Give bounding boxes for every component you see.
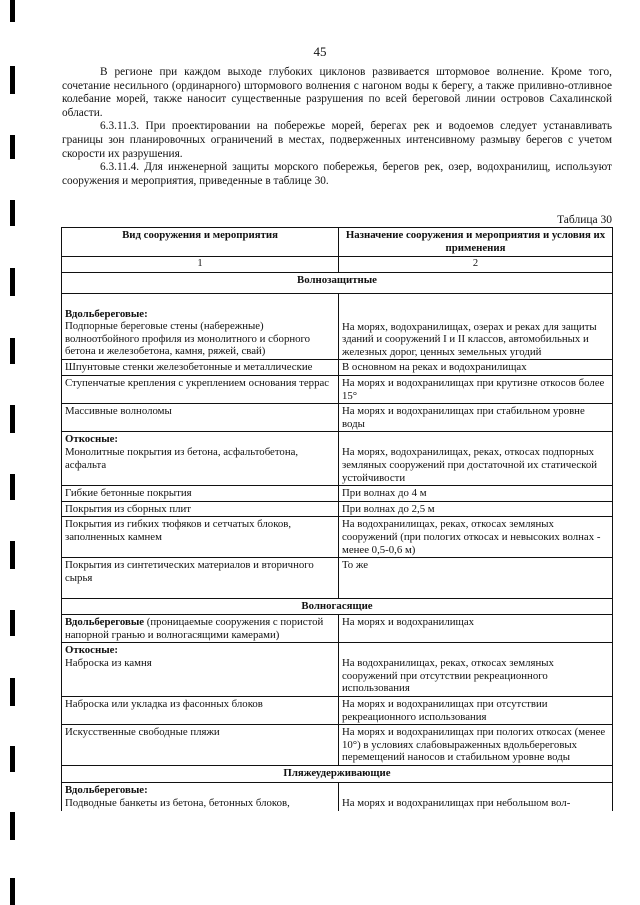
binding-mark (10, 0, 15, 22)
cell-purpose: При волнах до 2,5 м (339, 501, 613, 517)
cell-text: На морях, водохранилищах, реках, откосах подпорных земляных сооружений при достаточной их статической устойчивости (342, 446, 598, 484)
cell-purpose: На морях и водохранилищах при крутизне откосов более 15° (339, 375, 613, 403)
cell-text: На морях и водохранилищах при небольшом вол- (342, 797, 571, 810)
group-label: Откосные: (65, 433, 119, 446)
cell-structure: Гибкие бетонные покрытия (62, 486, 339, 502)
cell-purpose: На морях и водохранилищах при отсутствии рекреационного использования (339, 697, 613, 725)
body-text (62, 66, 612, 188)
cell-structure: Ступенчатые крепления с укреплением основания террас (62, 375, 339, 403)
cell-text: На водохранилищах, реках, откосах земляных сооружений при отсутствии рекреационного использования (342, 657, 554, 695)
cell-structure: Шпунтовые стенки железобетонные и металлические (62, 360, 339, 376)
cell-structure (62, 615, 339, 643)
table-row (62, 517, 613, 558)
cell-text: Подводные банкеты из бетона, бетонных блоков, (65, 796, 290, 809)
page-number: 45 (313, 44, 327, 59)
cell-structure: Покрытия из синтетических материалов и вторичного сырья (62, 558, 339, 599)
cell-purpose: На морях и водохранилищах при стабильном уровне воды (339, 404, 613, 432)
group-label: Откосные: (65, 644, 119, 657)
column-number: 1 (62, 257, 339, 273)
binding-mark (10, 66, 15, 94)
cell-purpose: При волнах до 4 м (339, 486, 613, 502)
section-row (62, 766, 613, 783)
table-row (62, 360, 613, 376)
group-label: Вдольбереговые: (65, 784, 148, 797)
cell-structure: Покрытия из гибких тюфяков и сетчатых блоков, заполненных камнем (62, 517, 339, 558)
table-row (62, 293, 613, 360)
table-row (62, 783, 613, 811)
binding-mark (10, 200, 15, 226)
binding-mark (10, 878, 15, 905)
column-header: Вид сооружения и мероприятия (62, 228, 339, 257)
cell-purpose (339, 783, 613, 811)
cell-structure (62, 293, 339, 360)
binding-mark (10, 746, 15, 772)
binding-mark (10, 405, 15, 433)
table-row (62, 558, 613, 599)
column-header: Назначение сооружения и мероприятия и условия их применения (339, 228, 613, 257)
table-row (62, 486, 613, 502)
binding-mark (10, 338, 15, 364)
paragraph: 6.3.11.3. При проектировании на побережье морей, берегах рек и водоемов следует устанавливать границы зон планировочных ограничений в местах, подверженных интенсивному размыву берегов с учетом скорости их разрушения. (62, 120, 612, 160)
cell-structure (62, 783, 339, 811)
cell-purpose: На морях и водохранилищах (339, 615, 613, 643)
section-title: Пляжеудерживающие (62, 766, 613, 783)
cell-structure (62, 643, 339, 697)
cell-structure: Покрытия из сборных плит (62, 501, 339, 517)
cell-structure: Массивные волноломы (62, 404, 339, 432)
cell-text: На морях, водохранилищах, озерах и реках для защиты зданий и сооружений I и II классов, автомобильных и железных дорог, ценных земельных угодий (342, 320, 597, 358)
cell-purpose (339, 432, 613, 486)
table-row (62, 432, 613, 486)
structures-table (61, 227, 613, 811)
section-row (62, 272, 613, 293)
table-row (62, 501, 613, 517)
cell-purpose (339, 643, 613, 697)
paragraph: В регионе при каждом выходе глубоких циклонов развивается штормовое волнение. Кроме того, сочетание несильного (ординарного) штормового волнения с нагоном воды к берегу, а также приливно-отливное колебание морей, также наносит существенные разрушения по всей береговой линии островов Сахалинской области. (62, 66, 612, 119)
table-row (62, 404, 613, 432)
group-label: Вдольбереговые: (65, 307, 148, 320)
binding-mark (10, 135, 15, 159)
table-row (62, 697, 613, 725)
cell-text: Наброска из камня (65, 656, 152, 669)
cell-text: (проницаемые сооружения с пористой напорной гранью и волногасящими камерами) (65, 616, 324, 641)
group-label: Вдольбереговые (65, 616, 145, 629)
binding-mark (10, 541, 15, 569)
cell-purpose: На морях и водохранилищах при пологих откосах (менее 10°) в условиях слабовыраженных вдольбереговых перемещений наносов и стабильном уровне воды (339, 725, 613, 766)
cell-purpose (339, 293, 613, 360)
column-number-row (62, 257, 613, 273)
section-title: Волногасящие (62, 599, 613, 615)
table-row (62, 615, 613, 643)
binding-mark (10, 610, 15, 636)
binding-mark (10, 268, 15, 296)
section-row (62, 599, 613, 615)
table-header-row (62, 228, 613, 257)
paragraph: 6.3.11.4. Для инженерной защиты морского побережья, берегов рек, озер, водохранилищ, используют сооружения и мероприятия, приведенные в таблице 30. (62, 161, 612, 187)
binding-mark (10, 678, 15, 706)
cell-purpose: То же (339, 558, 613, 599)
table-row (62, 725, 613, 766)
cell-text: Подпорные береговые стены (набережные) волноотбойного профиля из монолитного и сборного бетона и железобетона, камня, ряжей, свай) (65, 320, 311, 358)
table-caption: Таблица 30 (557, 214, 612, 226)
binding-mark (10, 474, 15, 500)
cell-text: Монолитные покрытия из бетона, асфальтобетона, асфальта (65, 445, 299, 471)
binding-mark (10, 812, 15, 840)
cell-purpose: На водохранилищах, реках, откосах земляных сооружений (при пологих откосах и невысоких волнах - менее 0,5-0,6 м) (339, 517, 613, 558)
table-row (62, 375, 613, 403)
cell-structure: Искусственные свободные пляжи (62, 725, 339, 766)
cell-structure: Наброска или укладка из фасонных блоков (62, 697, 339, 725)
column-number: 2 (339, 257, 613, 273)
table-row (62, 643, 613, 697)
cell-purpose: В основном на реках и водохранилищах (339, 360, 613, 376)
cell-structure (62, 432, 339, 486)
section-title: Волнозащитные (62, 272, 613, 293)
